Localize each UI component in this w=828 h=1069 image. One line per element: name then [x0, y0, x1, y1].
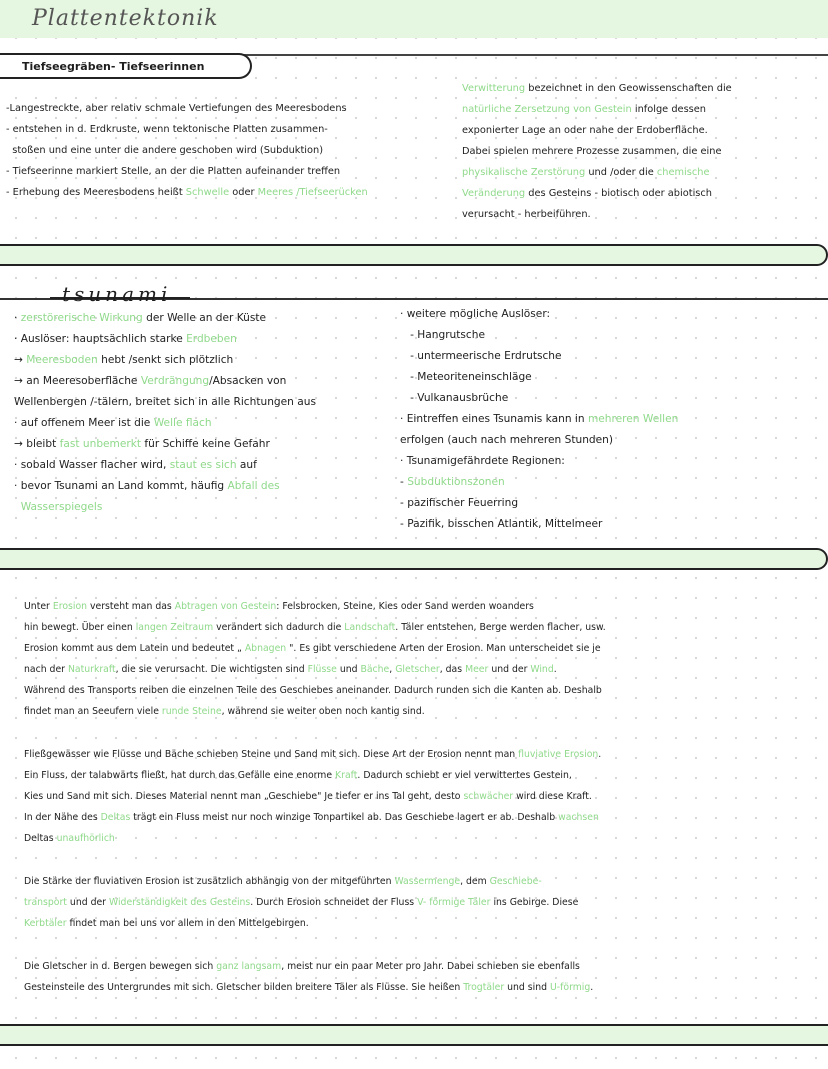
- text-segment: ·: [14, 312, 21, 324]
- text-segment: infolge dessen: [631, 104, 707, 115]
- text-line: [24, 892, 606, 913]
- text-segment: findet man bei uns vor allem in den Mittelgebirgen.: [66, 918, 309, 929]
- text-segment: . Täler entstehen, Berge werden flacher, usw.: [395, 622, 606, 633]
- text-segment: Die Gletscher in d. Bergen bewegen sich: [24, 961, 217, 972]
- highlighted-term: Kraft: [335, 770, 358, 781]
- tiefsee-text: [6, 98, 368, 203]
- tsunami-left-text: [14, 308, 316, 518]
- highlighted-term: zerstörerische Wirkung: [20, 312, 143, 324]
- tsunami-right-text: [400, 304, 678, 535]
- text-segment: Wellenbergen /-tälern, breitet sich in alle Richtungen aus: [14, 396, 316, 408]
- text-segment: - entstehen in d. Erdkruste, wenn tektonische Platten zusammen-: [6, 124, 328, 135]
- text-segment: auf: [236, 459, 257, 471]
- text-line: [24, 638, 606, 659]
- page-title: Plattentektonik: [32, 6, 219, 31]
- highlighted-term: schwächer: [463, 791, 514, 802]
- highlighted-term: Widerständigkeit des Gesteins: [108, 897, 251, 908]
- text-line: [462, 78, 732, 99]
- section-heading: tsunami: [62, 282, 172, 306]
- text-segment: stoßen und eine unter die andere geschoben wird (Subduktion): [6, 145, 324, 156]
- text-line: [14, 371, 316, 392]
- highlighted-term: Bäche: [360, 664, 390, 675]
- text-segment: Gesteinsteile des Untergrundes mit sich. Gletscher bilden breitere Täler als Flüsse. Sie heißen: [24, 982, 464, 993]
- highlighted-term: Schwelle: [185, 187, 230, 198]
- text-line: [6, 119, 368, 140]
- text-segment: [14, 501, 21, 513]
- text-line: [400, 367, 678, 388]
- text-segment: und der: [66, 897, 109, 908]
- text-segment: verursacht - herbeiführen.: [462, 209, 591, 220]
- highlighted-term: Wind: [530, 664, 554, 675]
- text-line: [462, 162, 732, 183]
- text-line: [400, 430, 678, 451]
- section-divider-band: [0, 244, 828, 266]
- text-line: [400, 493, 678, 514]
- text-segment: .: [553, 664, 557, 675]
- text-line: [14, 497, 316, 518]
- text-segment: .: [598, 749, 602, 760]
- highlighted-term: Verwitterung: [462, 83, 526, 94]
- text-line: [6, 98, 368, 119]
- highlighted-term: Gletscher: [395, 664, 440, 675]
- text-segment: Erosion kommt aus dem Latein und bedeutet „: [24, 643, 245, 654]
- paragraph: [24, 871, 606, 934]
- text-segment: oder: [229, 187, 258, 198]
- text-line: [400, 409, 678, 430]
- text-segment: hin bewegt. Über einen: [24, 622, 136, 633]
- highlighted-term: langen Zeitraum: [135, 622, 214, 633]
- text-line: [6, 182, 368, 203]
- text-line: [24, 807, 606, 828]
- paragraph: [24, 744, 606, 849]
- highlighted-term: Verdrängung: [140, 375, 210, 387]
- text-segment: exponierter Lage an oder nahe der Erdoberfläche.: [462, 125, 708, 136]
- highlighted-term: chemische: [656, 167, 710, 178]
- highlighted-term: Erdbeben: [186, 333, 237, 345]
- text-line: [14, 434, 316, 455]
- text-segment: /Absacken von: [209, 375, 287, 387]
- highlighted-term: ganz langsam: [216, 961, 282, 972]
- text-segment: Ein Fluss, der talabwärts fließt, hat durch das Gefälle eine enorme: [24, 770, 336, 781]
- text-segment: ". Es gibt verschiedene Arten der Erosion. Man unterscheidet sie je: [286, 643, 601, 654]
- text-line: [14, 308, 316, 329]
- erosion-text: [24, 596, 606, 1020]
- text-line: [24, 701, 606, 722]
- text-segment: Während des Transports reiben die einzelnen Teile des Geschiebes aneinander. Dadurch runden sich die Kanten ab. Deshalb: [24, 685, 602, 696]
- text-segment: Kies und Sand mit sich. Dieses Material nennt man „Geschiebe" Je tiefer er ins Tal geht, desto: [24, 791, 464, 802]
- section-heading-box: [0, 53, 252, 79]
- text-line: [24, 871, 606, 892]
- title-band: [0, 0, 828, 38]
- text-line: [6, 161, 368, 182]
- highlighted-term: Abfall des: [227, 480, 280, 492]
- text-segment: Fließgewässer wie Flüsse und Bäche schieben Steine und Sand mit sich. Diese Art der Erosion nennt man: [24, 749, 519, 760]
- highlighted-term: fast unbemerkt: [59, 438, 142, 450]
- verwitterung-text: [462, 78, 732, 225]
- highlighted-term: Abtragen von Gestein: [174, 601, 277, 612]
- highlighted-term: wachsen: [558, 812, 599, 823]
- text-segment: und: [336, 664, 361, 675]
- text-segment: , das: [439, 664, 466, 675]
- text-segment: bezeichnet in den Geowissenschaften die: [525, 83, 732, 94]
- text-line: [14, 350, 316, 371]
- text-line: [462, 120, 732, 141]
- text-line: [24, 617, 606, 638]
- highlighted-term: Meeres /Tiefseerücken: [257, 187, 368, 198]
- text-segment: , während sie weiter oben noch kantig sind.: [221, 706, 425, 717]
- highlighted-term: Kerbtäler: [24, 918, 67, 929]
- highlighted-term: U-förmig: [549, 982, 591, 993]
- text-segment: ,: [389, 664, 396, 675]
- text-segment: → an Meeresoberfläche: [14, 375, 141, 387]
- text-segment: Unter: [24, 601, 53, 612]
- text-segment: Dabei spielen mehrere Prozesse zusammen, die eine: [462, 146, 722, 157]
- text-segment: verändert sich dadurch die: [213, 622, 345, 633]
- highlighted-term: Subduktionszonen: [407, 476, 505, 488]
- paragraph: [24, 596, 606, 722]
- highlighted-term: Trogtäler: [463, 982, 505, 993]
- highlighted-term: Abnagen: [244, 643, 287, 654]
- section-heading: Tiefseegräben- Tiefseerinnen: [22, 60, 205, 73]
- text-line: [400, 346, 678, 367]
- text-segment: trägt ein Fluss meist nur noch winzige Tonpartikel ab. Das Geschiebe lagert er ab. Deshalb: [130, 812, 559, 823]
- text-segment: - untermeerische Erdrutsche: [400, 350, 562, 362]
- text-segment: und der: [488, 664, 531, 675]
- text-segment: · Eintreffen eines Tsunamis kann in: [400, 413, 588, 425]
- highlighted-term: Naturkraft: [67, 664, 116, 675]
- text-segment: : Felsbrocken, Steine, Kies oder Sand werden woanders: [276, 601, 534, 612]
- text-line: [14, 413, 316, 434]
- text-line: [400, 514, 678, 535]
- highlighted-term: V- förmige Täler: [417, 897, 491, 908]
- highlighted-term: Geschiebe-: [489, 876, 542, 887]
- highlighted-term: runde Steine: [161, 706, 222, 717]
- highlighted-term: staut es sich: [169, 459, 237, 471]
- text-segment: der Welle an der Küste: [142, 312, 267, 324]
- highlighted-term: Meer: [465, 664, 489, 675]
- text-line: [6, 140, 368, 161]
- text-segment: - Meteoriteneinschläge: [400, 371, 532, 383]
- text-line: [400, 388, 678, 409]
- text-line: [400, 472, 678, 493]
- text-segment: · Tsunamigefährdete Regionen:: [400, 455, 565, 467]
- text-line: [14, 329, 316, 350]
- text-segment: - pazifischer Feuerring: [400, 497, 519, 509]
- text-line: [24, 828, 606, 849]
- highlighted-term: Flüsse: [307, 664, 337, 675]
- text-segment: und sind: [504, 982, 550, 993]
- text-segment: .: [590, 982, 594, 993]
- text-segment: , dem: [460, 876, 490, 887]
- highlighted-term: physikalische Zerstörung: [462, 167, 586, 178]
- text-line: [24, 913, 606, 934]
- text-segment: hebt /senkt sich plötzlich: [97, 354, 234, 366]
- highlighted-term: Erosion: [52, 601, 88, 612]
- highlighted-term: mehreren Wellen: [587, 413, 679, 425]
- text-segment: · auf offenem Meer ist die: [14, 417, 154, 429]
- text-line: [400, 304, 678, 325]
- text-segment: - Hangrutsche: [400, 329, 485, 341]
- text-segment: →: [14, 354, 27, 366]
- highlighted-term: Veränderung: [462, 188, 526, 199]
- highlighted-term: Deltas: [100, 812, 131, 823]
- text-line: [14, 476, 316, 497]
- text-segment: - Tiefseerinne markiert Stelle, an der die Platten aufeinander treffen: [6, 166, 341, 177]
- text-segment: → bleibt: [14, 438, 60, 450]
- text-segment: - Pazifik, bisschen Atlantik, Mittelmeer: [400, 518, 603, 530]
- text-line: [24, 596, 606, 617]
- text-line: [24, 977, 606, 998]
- text-line: [462, 99, 732, 120]
- highlighted-term: Meeresboden: [26, 354, 98, 366]
- text-segment: -Langestreckte, aber relativ schmale Vertiefungen des Meeresbodens: [6, 103, 347, 114]
- text-segment: In der Nähe des: [24, 812, 101, 823]
- section-divider-band: [0, 1024, 828, 1046]
- highlighted-term: fluviative Erosion: [518, 749, 599, 760]
- highlighted-term: unaufhörlich: [56, 833, 115, 844]
- text-line: [24, 786, 606, 807]
- paragraph: [24, 956, 606, 998]
- text-segment: Die Stärke der fluviativen Erosion ist zusätzlich abhängig von der mitgeführten: [24, 876, 395, 887]
- highlighted-term: transport: [24, 897, 67, 908]
- highlighted-term: natürliche Zersetzung von Gestein: [462, 104, 632, 115]
- text-line: [24, 659, 606, 680]
- text-line: [400, 325, 678, 346]
- text-segment: des Gesteins - biotisch oder abiotisch: [525, 188, 712, 199]
- text-segment: · Auslöser: hauptsächlich starke: [14, 333, 187, 345]
- text-line: [462, 183, 732, 204]
- text-segment: ins Gebirge. Diese: [490, 897, 579, 908]
- highlighted-term: Wasserspiegels: [20, 501, 103, 513]
- text-segment: · weitere mögliche Auslöser:: [400, 308, 551, 320]
- text-line: [14, 455, 316, 476]
- text-segment: Deltas: [24, 833, 57, 844]
- text-line: [14, 392, 316, 413]
- text-segment: versteht man das: [87, 601, 175, 612]
- text-segment: · bevor Tsunami an Land kommt, häufig: [14, 480, 228, 492]
- text-segment: - Vulkanausbrüche: [400, 392, 509, 404]
- text-segment: , meist nur ein paar Meter pro Jahr. Dabei schieben sie ebenfalls: [281, 961, 580, 972]
- text-segment: . Durch Erosion schneidet der Fluss: [250, 897, 418, 908]
- text-segment: und /oder die: [585, 167, 657, 178]
- text-line: [24, 744, 606, 765]
- section-divider-band: [0, 548, 828, 570]
- text-segment: . Dadurch schiebt er viel verwittertes Gestein,: [357, 770, 572, 781]
- text-segment: nach der: [24, 664, 68, 675]
- highlighted-term: Welle flach: [153, 417, 212, 429]
- text-line: [462, 141, 732, 162]
- text-line: [24, 956, 606, 977]
- highlighted-term: Landschaft: [344, 622, 396, 633]
- text-line: [24, 680, 606, 701]
- text-segment: erfolgen (auch nach mehreren Stunden): [400, 434, 614, 446]
- text-segment: wird diese Kraft.: [513, 791, 592, 802]
- text-line: [400, 451, 678, 472]
- text-line: [462, 204, 732, 225]
- text-segment: · sobald Wasser flacher wird,: [14, 459, 170, 471]
- text-line: [24, 765, 606, 786]
- text-segment: für Schiffe keine Gefahr: [141, 438, 270, 450]
- text-segment: - Erhebung des Meeresbodens heißt: [6, 187, 186, 198]
- text-segment: , die sie verursacht. Die wichtigsten sind: [115, 664, 308, 675]
- text-segment: findet man an Seeufern viele: [24, 706, 162, 717]
- text-segment: -: [400, 476, 408, 488]
- highlighted-term: Wassermenge: [394, 876, 461, 887]
